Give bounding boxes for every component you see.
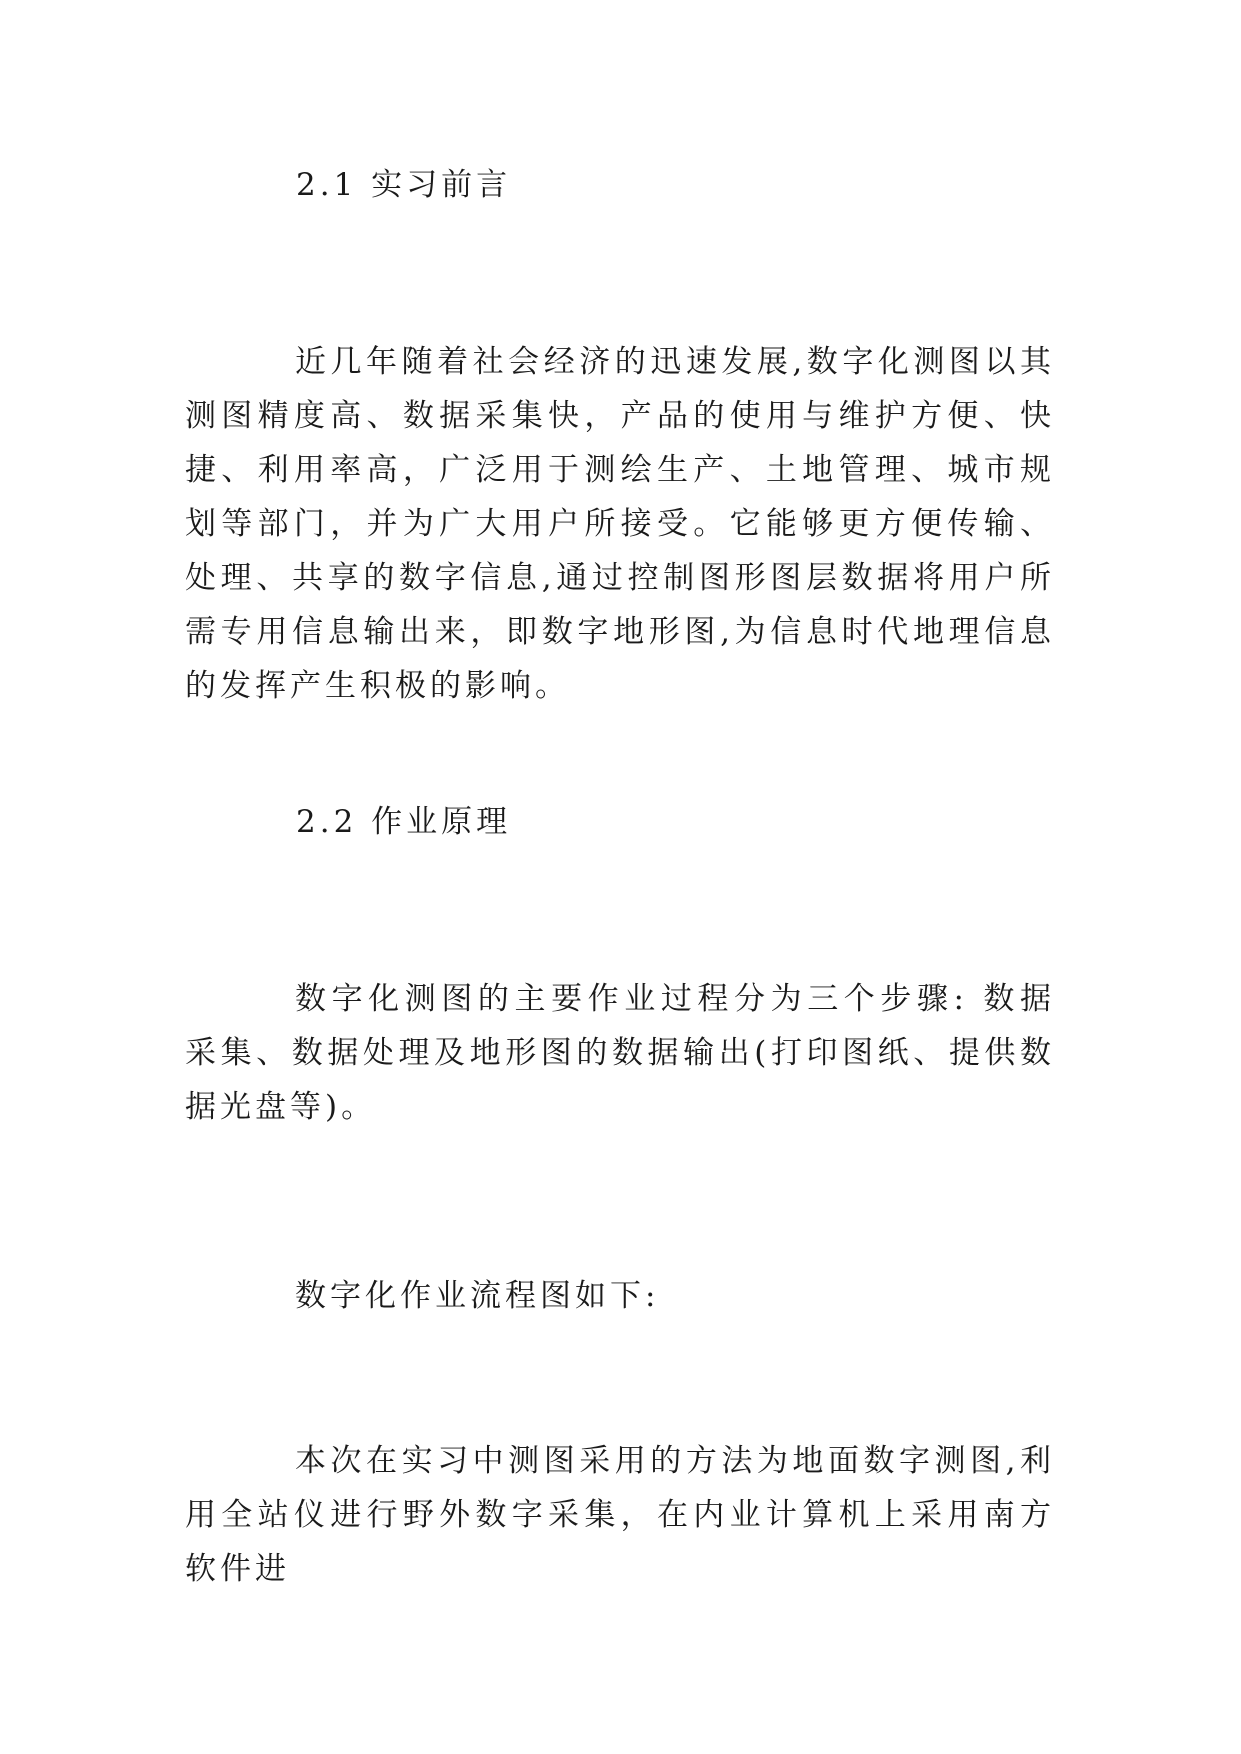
preface-paragraph: 近几年随着社会经济的迅速发展,数字化测图以其测图精度高、数据采集快，产品的使用与维护方便、快捷、利用率高，广泛用于测绘生产、土地管理、城市规划等部门，并为广大用户所接受。它能够更方便传输、处理、共享的数字信息,通过控制图形图层数据将用户所需专用信息输出来，即数字地形图,为信息时代地理信息的发挥产生积极的影响。: [185, 344, 1055, 704]
section-heading-preface: 2.1 实习前言: [296, 167, 512, 203]
method-paragraph: 本次在实习中测图采用的方法为地面数字测图,利用全站仪进行野外数字采集，在内业计算机上采用南方软件进: [185, 1443, 1055, 1587]
section-heading-principle: 2.2 作业原理: [296, 804, 512, 840]
principle-paragraph: 数字化测图的主要作业过程分为三个步骤: 数据采集、数据处理及地形图的数据输出(打印图纸、提供数据光盘等)。: [185, 981, 1055, 1125]
flowchart-intro-paragraph: 数字化作业流程图如下:: [295, 1278, 660, 1314]
